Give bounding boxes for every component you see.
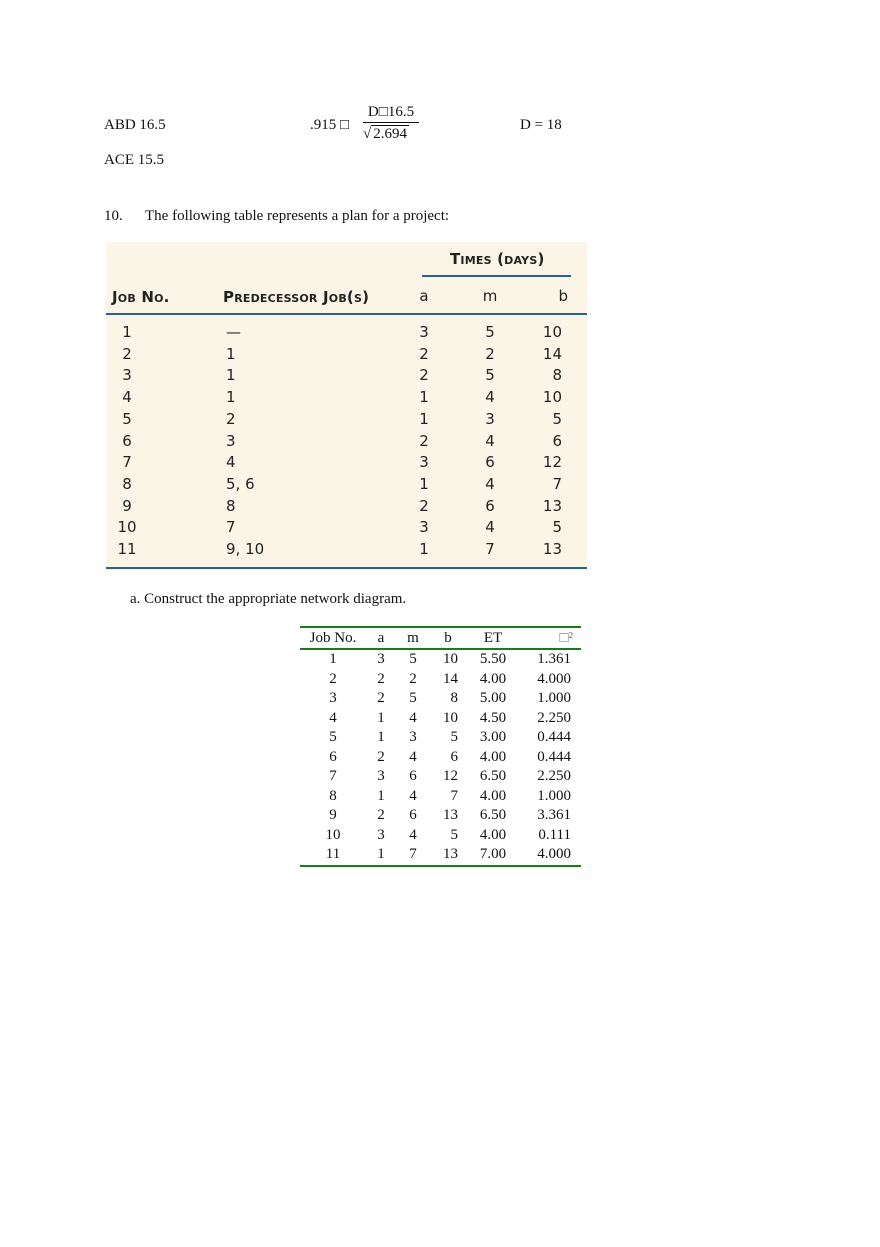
plan-cell: 3 [226,431,236,450]
answer-cell: 5 [409,690,417,707]
answer-cell: 3 [377,768,385,785]
formula-lhs: .915 □ [310,117,350,133]
plan-cell: 1 [419,388,429,407]
plan-cell: 8 [552,366,562,385]
answer-cell: 2.250 [537,709,571,726]
plan-cell: 1 [122,323,132,341]
plan-cell: 2 [419,431,429,450]
answer-cell: 4 [409,787,417,804]
plan-cell: 1 [419,474,429,493]
plan-cell: 7 [485,540,495,558]
group-underline [422,275,571,277]
plan-cell: 7 [122,453,132,472]
answer-cell: 5 [450,826,458,843]
sqrt-radicand: 2.694 [373,126,407,142]
plan-cell: 5 [552,409,562,428]
question-number: 10. [104,208,123,224]
answer-cell: 11 [300,845,366,866]
table-row [300,728,581,748]
answer-cell: 6 [409,768,417,785]
answer-cell: 6.50 [479,807,507,824]
plan-cell: 5 [552,518,562,537]
plan-cell: 5 [485,366,495,385]
plan-cell: 4 [485,431,495,450]
plan-cell: 3 [122,366,132,385]
plan-table [106,242,587,570]
plan-cell: 13 [542,496,562,515]
plan-cell: 1 [226,388,236,407]
answer-cell: 7 [396,845,430,866]
path-abd: ABD 16.5 [104,117,166,133]
answer-cell: 4.50 [479,709,507,726]
plan-cell: 4 [485,388,495,407]
answer-cell: 10 [443,709,458,726]
answer-cell: 1 [329,651,337,668]
answer-cell: 1.000 [537,690,571,707]
header-b: b [558,287,568,305]
plan-cell: 2 [122,344,132,363]
plan-cell: 5 [485,323,495,341]
answer-cell: 4.00 [479,826,507,843]
plan-cell: 4 [485,474,495,493]
table-row [300,845,581,866]
answer-cell: 2 [409,670,417,687]
answer-cell: 5 [409,651,417,668]
plan-cell: 7 [552,474,562,493]
table-row [300,748,581,768]
answer-cell: 4.000 [537,670,571,687]
table-row [300,709,581,729]
answer-cell: 6 [329,748,337,765]
plan-cell: 3 [419,518,429,537]
plan-cell: 6 [552,431,562,450]
plan-cell: 2 [419,344,429,363]
answer-cell: 3.00 [479,729,507,746]
answer-cell: 1.000 [537,787,571,804]
answer-header-a: a [366,627,396,649]
table-row [300,649,581,670]
fraction-numerator: D□16.5 [363,104,419,123]
answer-cell: 9 [329,807,337,824]
plan-cell: 14 [542,344,562,363]
answer-cell: 2.250 [537,768,571,785]
answer-cell: 5.50 [479,651,507,668]
table-row [300,767,581,787]
answer-cell: 2 [377,748,385,765]
plan-cell: 4 [485,518,495,537]
answer-cell: 13 [443,807,458,824]
answer-cell: 6 [409,807,417,824]
answer-header-et: ET [466,627,520,649]
plan-cell: 5, 6 [226,474,255,493]
answer-cell: 1 [377,729,385,746]
fraction-denominator [363,125,419,143]
plan-cell: 9 [122,496,132,515]
answer-cell: 13 [430,845,466,866]
answer-cell: 8 [450,690,458,707]
plan-cell: 3 [485,409,495,428]
answer-cell: 4 [409,748,417,765]
answer-table-body [300,649,581,866]
plan-cell: 6 [485,496,495,515]
answer-cell: 3 [329,690,337,707]
answer-cell: 6.50 [479,768,507,785]
header-predecessor: Predecessor Job(s) [223,288,370,306]
question-text: The following table represents a plan for a project: [145,208,450,224]
plan-cell: 3 [419,453,429,472]
answer-cell: 5 [329,729,337,746]
answer-cell: 4 [409,826,417,843]
plan-cell: 9, 10 [226,540,265,558]
plan-cell: 7 [226,518,236,537]
answer-cell: 3 [377,826,385,843]
plan-cell: 6 [485,453,495,472]
plan-cell: 10 [542,323,562,341]
answer-cell: 3.361 [537,807,571,824]
table-row [300,826,581,846]
plan-cell: 2 [419,496,429,515]
answer-table [300,626,581,867]
answer-cell: 0.444 [537,748,571,765]
plan-cell: 5 [122,409,132,428]
header-a: a [419,287,429,305]
plan-cell: 13 [542,540,562,558]
answer-cell: 7.00 [466,845,520,866]
plan-cell: 1 [419,409,429,428]
plan-cell: 12 [542,453,562,472]
table-row [300,806,581,826]
answer-cell: 0.111 [538,826,571,843]
part-a-text: a. Construct the appropriate network diagram. [130,591,407,607]
answer-cell: 4.000 [520,845,581,866]
answer-cell: 2 [377,690,385,707]
answer-cell: 8 [329,787,337,804]
table-row [300,689,581,709]
plan-cell: 2 [419,366,429,385]
plan-cell: 6 [122,431,132,450]
answer-header-m: m [396,627,430,649]
answer-cell: 5.00 [479,690,507,707]
answer-cell: 14 [443,670,458,687]
answer-cell: 1.361 [537,651,571,668]
answer-cell: 4.00 [479,787,507,804]
plan-cell: 2 [226,409,236,428]
answer-cell: 0.444 [537,729,571,746]
answer-cell: 3 [377,651,385,668]
answer-cell: 10 [443,651,458,668]
answer-header-b: b [430,627,466,649]
answer-header-job-no: Job No. [300,627,366,649]
answer-cell: 7 [450,787,458,804]
plan-cell: — [226,323,241,341]
header-job-no: Job No. [112,288,170,306]
answer-cell: 2 [329,670,337,687]
answer-cell: 12 [443,768,458,785]
plan-cell: 4 [226,453,236,472]
answer-header-variance: □² [520,627,581,649]
answer-cell: 6 [450,748,458,765]
times-group-header: Times (days) [450,250,545,268]
answer-cell: 2 [377,670,385,687]
plan-cell: 1 [226,366,236,385]
plan-cell: 1 [419,540,429,558]
answer-cell: 4.00 [479,748,507,765]
plan-cell: 1 [226,344,236,363]
plan-cell: 8 [226,496,236,515]
plan-cell: 10 [117,518,137,537]
answer-cell: 1 [377,787,385,804]
answer-cell: 2 [377,807,385,824]
answer-cell: 3 [409,729,417,746]
answer-cell: 4 [329,709,337,726]
header-m: m [482,287,498,305]
sqrt-sign: √ [363,126,372,142]
z-fraction [363,104,419,143]
answer-header-row [300,627,581,649]
answer-cell: 1 [366,845,396,866]
plan-cell: 11 [117,540,137,558]
answer-cell: 4.00 [479,670,507,687]
plan-cell: 4 [122,388,132,407]
path-ace: ACE 15.5 [104,152,164,168]
answer-cell: 7 [329,768,337,785]
formula-result: D = 18 [520,117,562,133]
table-row [300,787,581,807]
header-rule [106,313,587,315]
plan-cell: 3 [419,323,429,341]
plan-cell: 8 [122,474,132,493]
answer-cell: 4 [409,709,417,726]
bottom-rule [106,567,587,569]
table-row [300,670,581,690]
plan-cell: 10 [542,388,562,407]
answer-cell: 1 [377,709,385,726]
plan-cell: 2 [485,344,495,363]
answer-cell: 5 [450,729,458,746]
answer-cell: 10 [325,826,341,843]
